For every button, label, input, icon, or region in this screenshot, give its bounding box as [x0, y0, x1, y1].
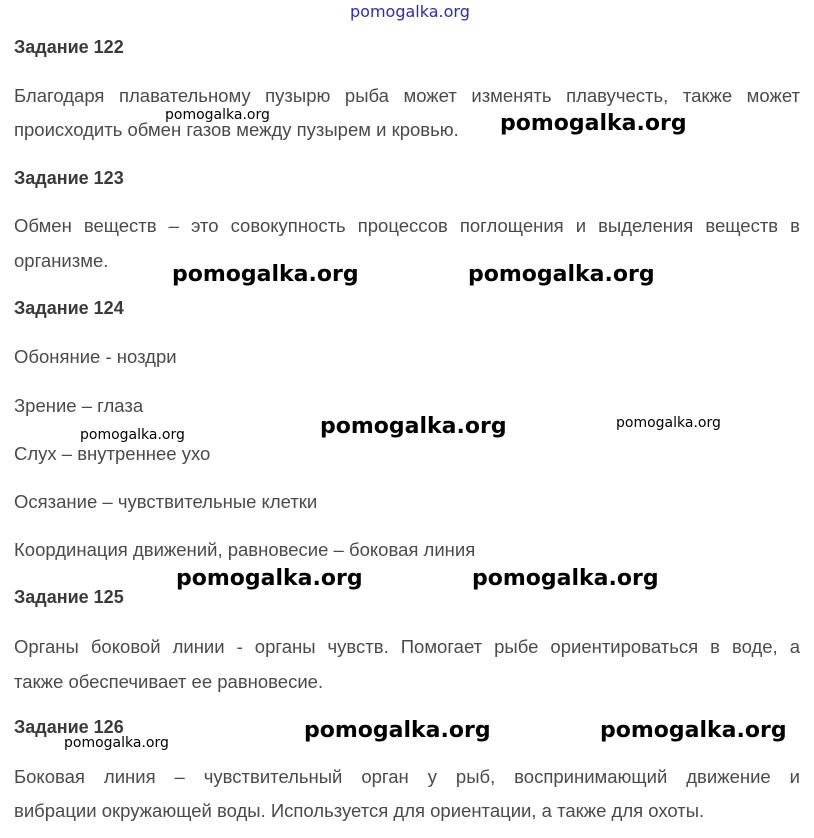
watermark: pomogalka.org	[320, 414, 507, 439]
task-126-line-1: Боковая линия – чувствительный орган у рыб, воспринимающий движение и	[14, 766, 800, 787]
task-123-line-2: организме.	[14, 250, 109, 271]
watermark: pomogalka.org	[472, 566, 659, 591]
task-123-heading: Задание 123	[14, 168, 124, 188]
watermark: pomogalka.org	[616, 415, 721, 431]
watermark: pomogalka.org	[165, 107, 270, 123]
task-125-line-2: также обеспечивает ее равновесие.	[14, 671, 324, 692]
watermark: pomogalka.org	[600, 718, 787, 743]
watermark: pomogalka.org	[80, 427, 185, 443]
watermark-top: pomogalka.org	[350, 2, 470, 21]
task-126-line-2: вибрации окружающей воды. Используется для ориентации, а также для охоты.	[14, 800, 705, 821]
task-124-item-hearing: Слух – внутреннее ухо	[14, 443, 211, 464]
task-124-item-touch: Осязание – чувствительные клетки	[14, 491, 318, 512]
watermark: pomogalka.org	[304, 718, 491, 743]
task-124-heading: Задание 124	[14, 298, 124, 318]
task-122-heading: Задание 122	[14, 37, 124, 57]
watermark: pomogalka.org	[176, 566, 363, 591]
watermark: pomogalka.org	[468, 262, 655, 287]
task-122-line-1: Благодаря плавательному пузырю рыба может изменять плавучесть, также может	[14, 85, 800, 106]
task-123-line-1: Обмен веществ – это совокупность процессов поглощения и выделения веществ в	[14, 215, 800, 236]
task-124-item-smell: Обоняние - ноздри	[14, 346, 177, 367]
watermark: pomogalka.org	[500, 111, 687, 136]
task-125-heading: Задание 125	[14, 587, 124, 607]
task-126-heading: Задание 126	[14, 717, 124, 737]
task-124-item-vision: Зрение – глаза	[14, 395, 144, 416]
task-124-item-balance: Координация движений, равновесие – боковая линия	[14, 539, 476, 560]
watermark: pomogalka.org	[64, 735, 169, 751]
watermark: pomogalka.org	[172, 262, 359, 287]
task-125-line-1: Органы боковой линии - органы чувств. Помогает рыбе ориентироваться в воде, а	[14, 636, 800, 657]
task-122-line-2: происходить обмен газов между пузырем и кровью.	[14, 119, 459, 140]
